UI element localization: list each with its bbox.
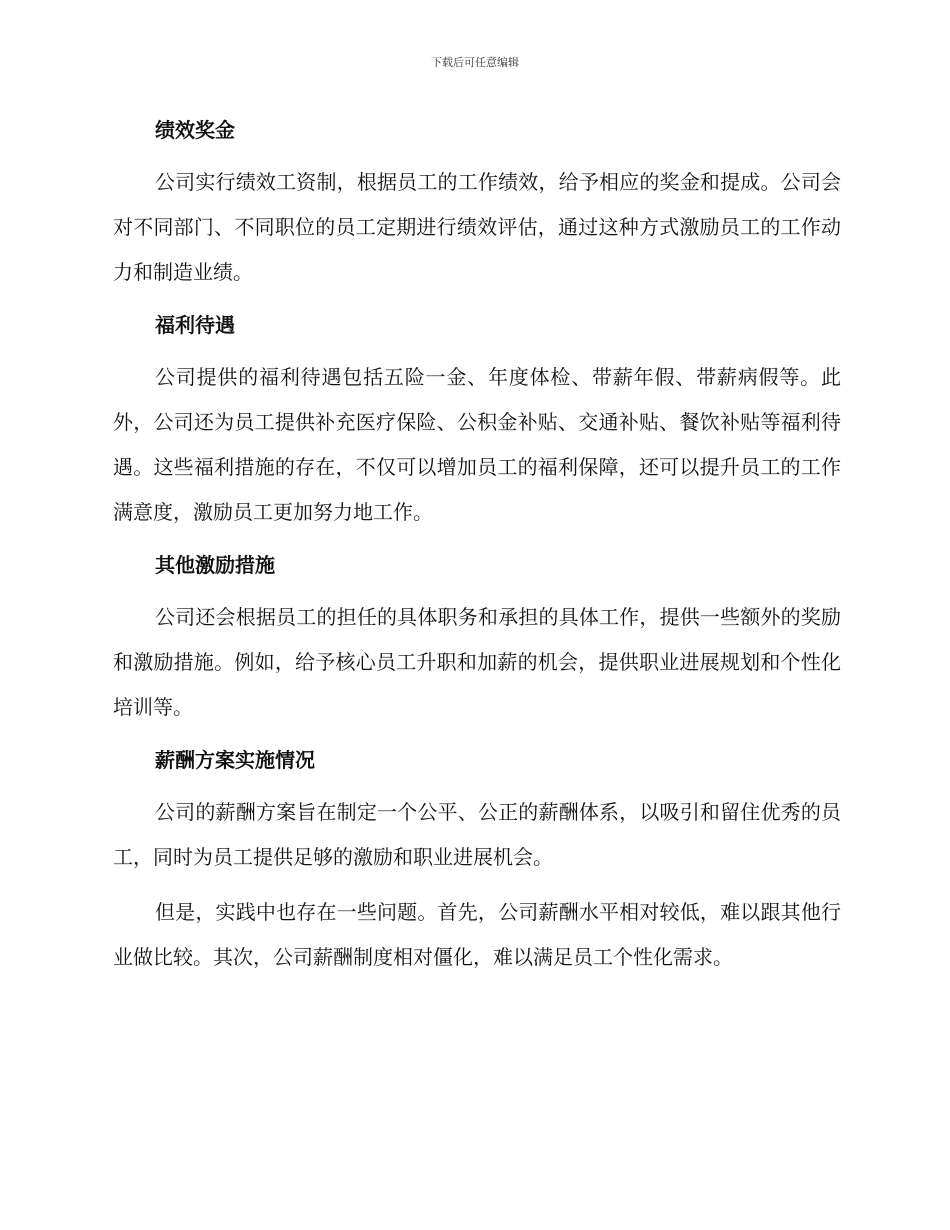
paragraph-other-incentives: 公司还会根据员工的担任的具体职务和承担的具体工作，提供一些额外的奖励和激励措施。例如，给予核心员工升职和加薪的机会，提供职业进展规划和个性化培训等。 (113, 605, 841, 719)
page-header: 下载后可任意编辑 (431, 56, 519, 69)
paragraph-compensation-goal: 公司的薪酬方案旨在制定一个公平、公正的薪酬体系，以吸引和留住优秀的员工，同时为员工提供足够的激励和职业进展机会。 (113, 800, 841, 869)
paragraph-benefits: 公司提供的福利待遇包括五险一金、年度体检、带薪年假、带薪病假等。此外，公司还为员工提供补充医疗保险、公积金补贴、交通补贴、餐饮补贴等福利待遇。这些福利措施的存在，不仅可以增加员工的福利保障，还可以提升员工的工作满意度，激励员工更加努力地工作。 (113, 365, 841, 524)
section-heading-performance-bonus: 绩效奖金 (155, 118, 235, 142)
section-heading-compensation-implementation: 薪酬方案实施情况 (155, 748, 315, 772)
paragraph-performance-bonus: 公司实行绩效工资制，根据员工的工作绩效，给予相应的奖金和提成。公司会对不同部门、不同职位的员工定期进行绩效评估，通过这种方式激励员工的工作动力和制造业绩。 (113, 170, 841, 284)
section-heading-other-incentives: 其他激励措施 (155, 553, 275, 577)
paragraph-compensation-issues: 但是，实践中也存在一些问题。首先，公司薪酬水平相对较低，难以跟其他行业做比较。其次，公司薪酬制度相对僵化，难以满足员工个性化需求。 (113, 900, 841, 969)
section-heading-benefits: 福利待遇 (155, 313, 235, 337)
document-body (113, 110, 841, 990)
